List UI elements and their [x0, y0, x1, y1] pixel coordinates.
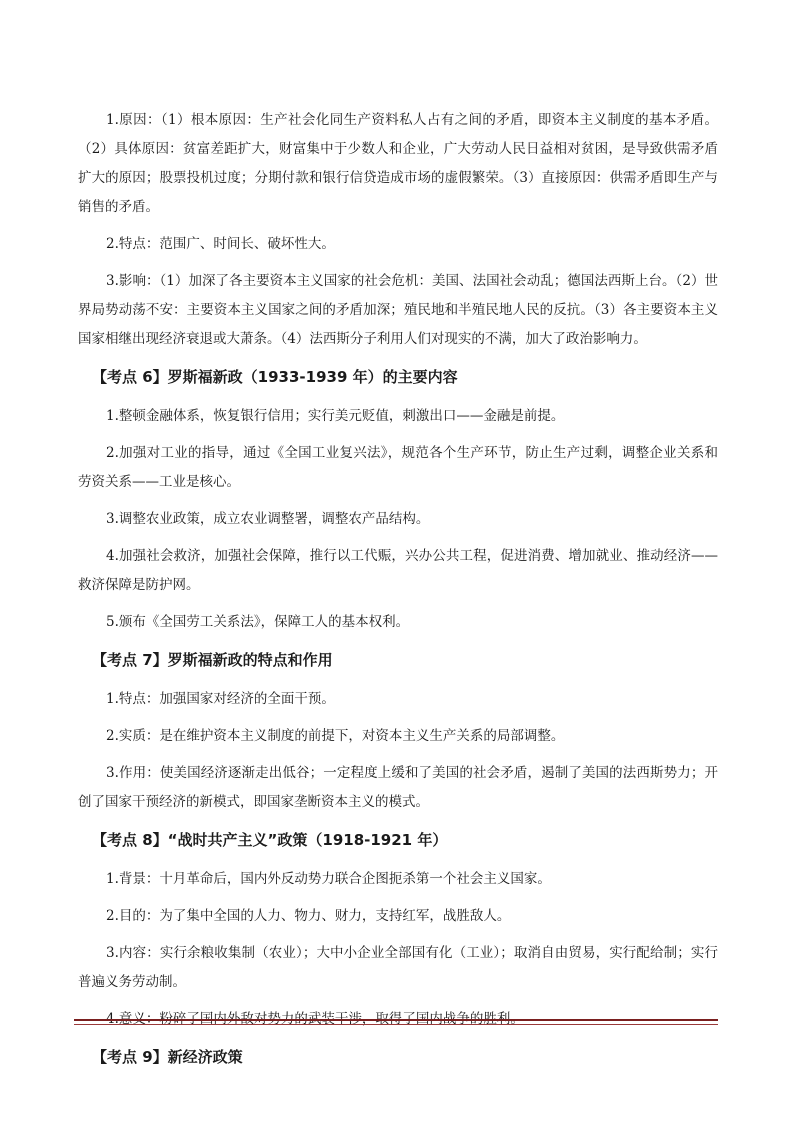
- section-kaodian-6: [78, 362, 718, 637]
- paragraph: 2.实质：是在维护资本主义制度的前提下，对资本主义生产关系的局部调整。: [106, 728, 565, 744]
- paragraph: 2.目的：为了集中全国的人力、物力、财力，支持红军，战胜敌人。: [106, 908, 511, 924]
- section-heading: 【考点 8】“战时共产主义”政策（1918-1921 年）: [92, 831, 448, 849]
- paragraph: 2.加强对工业的指导，通过《全国工业复兴法》，规范各个生产环节，防止生产过剩，调整企业关系和劳资关系——工业是核心。: [78, 445, 718, 490]
- section-crisis-causes: [78, 106, 718, 354]
- footer-divider-thin: [74, 1024, 718, 1025]
- paragraph: 2.特点：范围广、时间长、破坏性大。: [106, 236, 335, 252]
- paragraph: 1.特点：加强国家对经济的全面干预。: [106, 691, 335, 707]
- section-kaodian-7: [78, 645, 718, 817]
- paragraph: 4.意义：粉碎了国内外敌对势力的武装干涉，取得了国内战争的胜利。: [106, 1011, 524, 1027]
- section-kaodian-8: [78, 825, 718, 1034]
- paragraph: 1.背景：十月革命后，国内外反动势力联合企图扼杀第一个社会主义国家。: [106, 871, 551, 887]
- paragraph: 1.整顿金融体系，恢复银行信用；实行美元贬值，刺激出口——金融是前提。: [106, 408, 565, 424]
- paragraph: 1.原因：（1）根本原因：生产社会化同生产资料私人占有之间的矛盾，即资本主义制度的基本矛盾。（2）具体原因：贫富差距扩大，财富集中于少数人和企业，广大劳动人民日益相对贫困，是导致供需矛盾扩大的原因；股票投机过度；分期付款和银行信贷造成市场的虚假繁荣。（3）直接原因：供需矛盾即生产与销售的矛盾。: [78, 112, 718, 215]
- section-heading: 【考点 9】新经济政策: [92, 1048, 243, 1066]
- paragraph: 3.影响：（1）加深了各主要资本主义国家的社会危机：美国、法国社会动乱；德国法西斯上台。（2）世界局势动荡不安：主要资本主义国家之间的矛盾加深；殖民地和半殖民地人民的反抗。（3）各主要资本主义国家相继出现经济衰退或大萧条。（4）法西斯分子利用人们对现实的不满，加大了政治影响力。: [78, 273, 718, 347]
- paragraph: 3.调整农业政策，成立农业调整署，调整农产品结构。: [106, 511, 430, 527]
- document-page: [78, 106, 718, 1082]
- paragraph: 3.作用：使美国经济逐渐走出低谷；一定程度上缓和了美国的社会矛盾，遏制了美国的法西斯势力；开创了国家干预经济的新模式，即国家垄断资本主义的模式。: [78, 765, 718, 810]
- section-heading: 【考点 6】罗斯福新政（1933-1939 年）的主要内容: [92, 368, 458, 386]
- paragraph: 3.内容：实行余粮收集制（农业）；大中小企业全部国有化（工业）；取消自由贸易，实行配给制；实行普遍义务劳动制。: [78, 945, 718, 990]
- section-heading: 【考点 7】罗斯福新政的特点和作用: [92, 651, 333, 669]
- paragraph: 5.颁布《全国劳工关系法》，保障工人的基本权利。: [106, 614, 410, 630]
- paragraph: 4.加强社会救济，加强社会保障，推行以工代赈，兴办公共工程，促进消费、增加就业、推动经济——救济保障是防护网。: [78, 548, 718, 593]
- section-kaodian-9: [78, 1042, 718, 1072]
- footer-divider: [74, 1019, 718, 1021]
